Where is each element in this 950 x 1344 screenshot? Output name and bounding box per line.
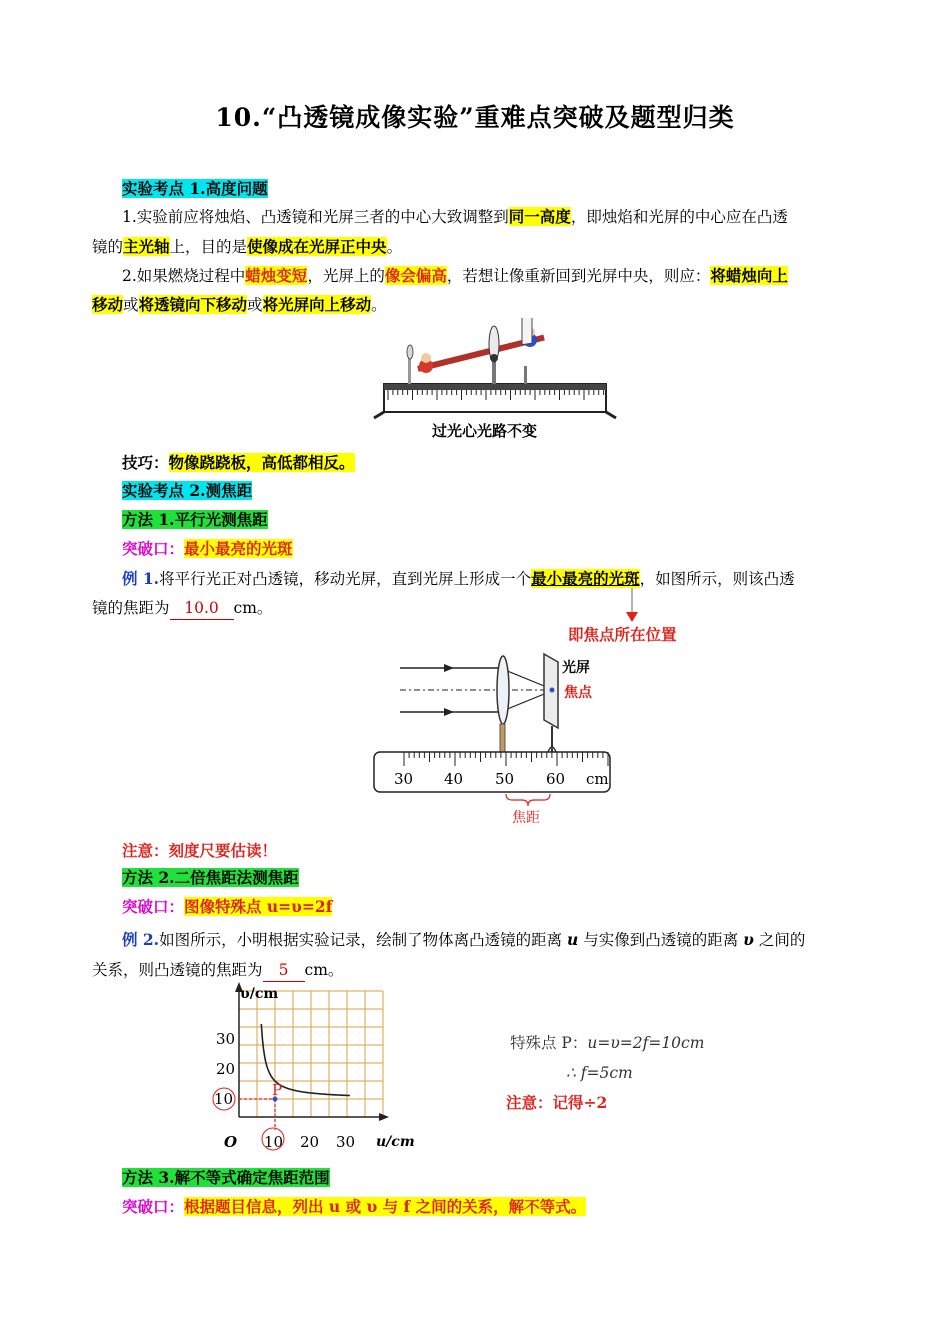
graph-xtick-20: 20 bbox=[300, 1133, 320, 1151]
focus-pointer-arrow bbox=[622, 588, 642, 624]
ruler-tick-40: 40 bbox=[444, 770, 464, 788]
method1-breakthrough: 突破口：最小最亮的光斑 bbox=[122, 539, 293, 558]
graph-ytick-30: 30 bbox=[216, 1030, 236, 1048]
graph-ylabel: υ/cm bbox=[240, 986, 279, 1002]
graph-point-label: P bbox=[272, 1081, 283, 1099]
graph-origin: O bbox=[224, 1133, 238, 1151]
example2-answer-blank: 5 bbox=[263, 959, 305, 982]
focal-length-brace-label: 焦距 bbox=[512, 810, 540, 826]
focus-label: 焦点 bbox=[564, 685, 592, 701]
graph-ytick-20: 20 bbox=[216, 1060, 236, 1078]
note-divide: 注意：记得÷2 bbox=[506, 1093, 608, 1112]
example1-answer-blank: 10.0 bbox=[170, 597, 234, 620]
example2-line2: 关系，则凸透镜的焦距为 5 cm。 bbox=[92, 959, 343, 982]
method2-heading: 方法 2.二倍焦距法测焦距 bbox=[122, 868, 299, 887]
special-point-line: 特殊点 P：u=υ=2f=10cm bbox=[510, 1034, 705, 1052]
page-title: 10.“凸透镜成像实验”重难点突破及题型归类 bbox=[215, 103, 735, 132]
section1-heading: 实验考点 1.高度问题 bbox=[122, 179, 268, 198]
example1-line2: 镜的焦距为 10.0 cm。 bbox=[92, 597, 272, 620]
method1-heading: 方法 1.平行光测焦距 bbox=[122, 510, 268, 529]
s1-paragraph1-line1: 1.实验前应将烛焰、凸透镜和光屏三者的中心大致调整到同一高度，即烛焰和光屏的中心应在凸透 bbox=[122, 207, 788, 226]
ruler-tick-60: 60 bbox=[546, 770, 566, 788]
method3-breakthrough: 突破口：根据题目信息，列出 u 或 υ 与 f 之间的关系，解不等式。 bbox=[122, 1197, 587, 1216]
graph-xtick-10: 10 bbox=[264, 1133, 284, 1151]
example1-line1: 例 1.将平行光正对凸透镜，移动光屏，直到光屏上形成一个最小最亮的光斑，如图所示，则该凸透 bbox=[122, 569, 795, 588]
s1-paragraph2-line1: 2.如果燃烧过程中蜡烛变短，光屏上的像会偏高，若想让像重新回到光屏中央，则应：将蜡烛向上 bbox=[122, 266, 788, 285]
note-estimate: 注意：刻度尺要估读！ bbox=[122, 841, 278, 860]
s1-paragraph2-line2: 移动或将透镜向下移动或将光屏向上移动。 bbox=[92, 295, 387, 314]
method2-breakthrough: 突破口：图像特殊点 u=υ=2f bbox=[122, 897, 333, 916]
ruler-tick-50: 50 bbox=[495, 770, 515, 788]
tip-line: 技巧：物像跷跷板，高低都相反。 bbox=[122, 453, 355, 472]
seesaw-bench-figure bbox=[370, 318, 620, 420]
section2-heading: 实验考点 2.测焦距 bbox=[122, 481, 253, 500]
graph-xtick-30: 30 bbox=[336, 1133, 356, 1151]
ruler-tick-30: 30 bbox=[394, 770, 414, 788]
uv-graph bbox=[205, 982, 425, 1154]
ruler-unit: cm bbox=[586, 770, 609, 788]
screen-label: 光屏 bbox=[562, 660, 590, 676]
graph-ytick-10: 10 bbox=[214, 1090, 234, 1108]
example2-line1: 例 2.如图所示，小明根据实验记录，绘制了物体离凸透镜的距离 u 与实像到凸透镜的距离 υ 之间的 bbox=[122, 930, 806, 949]
method3-heading: 方法 3.解不等式确定焦距范围 bbox=[122, 1168, 330, 1187]
focus-note: 即焦点所在位置 bbox=[568, 625, 677, 644]
figure1-caption: 过光心光路不变 bbox=[432, 422, 538, 440]
therefore-line: ∴ f=5cm bbox=[566, 1064, 633, 1082]
s1-paragraph1-line2: 镜的主光轴上，目的是使像成在光屏正中央。 bbox=[92, 237, 403, 256]
graph-xlabel: u/cm bbox=[376, 1134, 415, 1150]
